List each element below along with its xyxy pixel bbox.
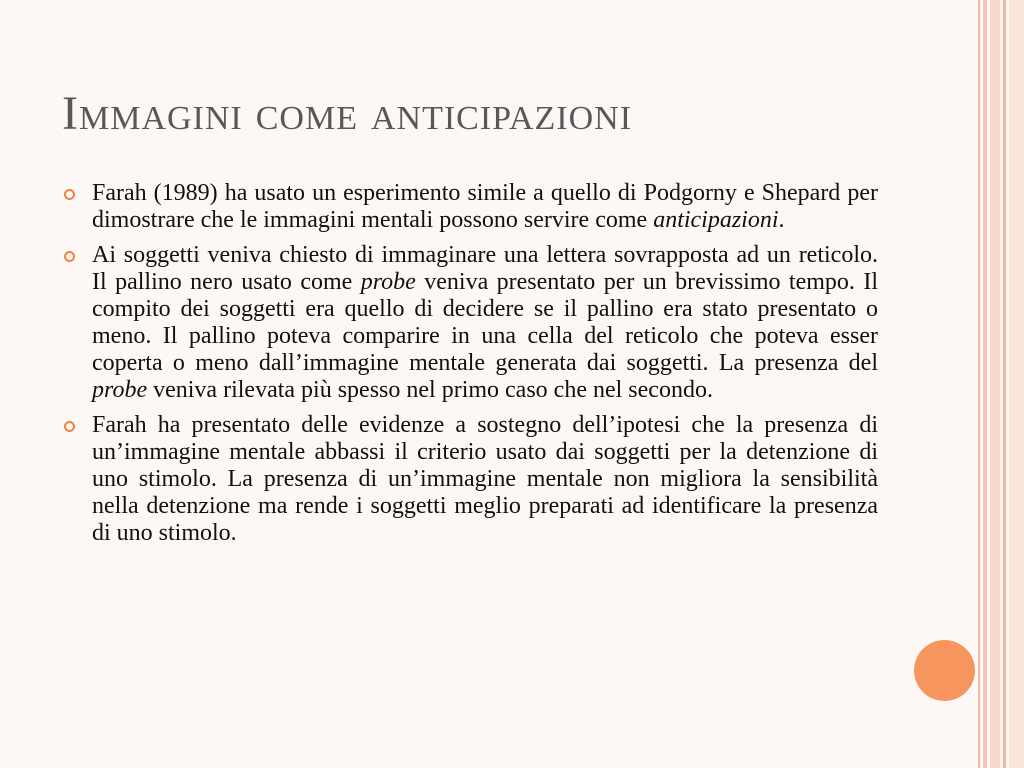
- decorative-stripe: [983, 0, 987, 768]
- bullet-text: Farah ha presentato delle evidenze a sostegno dell’ipotesi che la presenza di un’immagine mentale abbassi il criterio usato dai soggetti per la detenzione di uno stimolo. La presenza di un’immagine mentale non migliora la sensibilità nella detenzione ma rende i soggetti meglio preparati ad identificare la presenza di uno stimolo.: [92, 412, 878, 546]
- bullet-text: veniva rilevata più spesso nel primo caso che nel secondo.: [147, 377, 713, 403]
- bullet-text: .: [778, 207, 785, 233]
- bullet-emphasis: probe: [360, 269, 416, 295]
- decorative-stripe: [990, 0, 1000, 768]
- decorative-stripe: [1003, 0, 1006, 768]
- decorative-stripe: [978, 0, 980, 768]
- bullet-emphasis: anticipazioni: [653, 207, 779, 233]
- circle-bullet-icon: [64, 251, 75, 262]
- slide-title: Immagini come anticipazioni: [62, 87, 633, 140]
- bullet-text: veniva presentato per un brevissimo tempo. Il compito dei soggetti era quello di decidere se il pallino era stato presentato o meno. Il pallino poteva comparire in una cella del reticolo che poteva esser coperta o meno dall’immagine mentale generata dai soggetti. La presenza del: [92, 269, 879, 376]
- bullet-emphasis: probe: [92, 377, 148, 403]
- bullet-list: [64, 180, 878, 555]
- circle-bullet-icon: [64, 189, 75, 200]
- decorative-stripe: [1009, 0, 1024, 768]
- decorative-circle: [914, 640, 975, 701]
- circle-bullet-icon: [64, 421, 75, 432]
- bullet-item: [64, 242, 878, 404]
- bullet-item: [64, 412, 878, 547]
- bullet-item: [64, 180, 878, 234]
- bullet-text: Ai soggetti veniva chiesto di immaginare una lettera sovrapposta ad un reticolo. Il pallino nero usato come: [92, 242, 878, 295]
- bullet-text: Farah (1989) ha usato un esperimento simile a quello di Podgorny e Shepard per dimostrare che le immagini mentali possono servire come: [92, 180, 878, 233]
